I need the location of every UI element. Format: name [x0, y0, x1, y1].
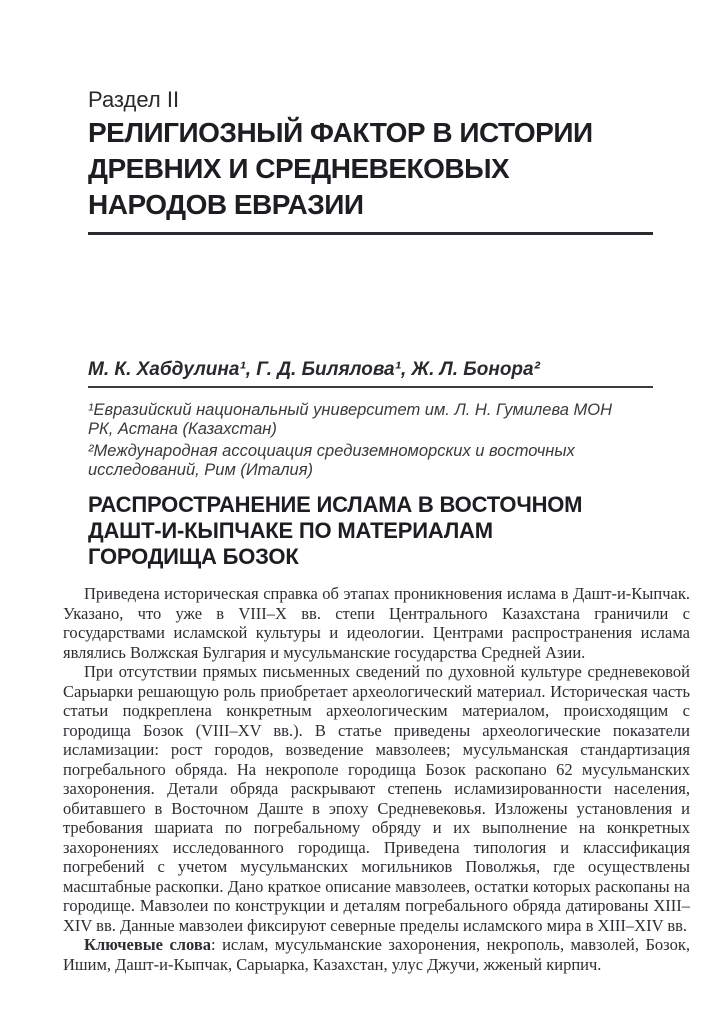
- abstract-paragraph-1: Приведена историческая справка об этапах проникновения ислама в Дашт-и-Кыпчак. Указано, что уже в VIII–X вв. степи Центрального Казахстана граничили с государствами исламской культуры и идеологии. Центрами распространения ислама являлись Волжская Булгария и мусульманские государства Средней Азии.: [63, 584, 690, 662]
- keywords-label: Ключевые слова: [84, 935, 212, 954]
- keywords-line: [63, 935, 690, 974]
- section-label: Раздел II: [88, 87, 180, 112]
- authors-line: М. К. Хабдулина¹, Г. Д. Билялова¹, Ж. Л. Бонора²: [88, 359, 653, 388]
- keywords-text: : ислам, мусульманские захоронения, некрополь, мавзолей, Бозок, Ишим, Дашт-и-Кыпчак, Сарыарка, Казахстан, улус Джучи, жженый кирпич.: [63, 935, 690, 974]
- article-head-block: [88, 359, 653, 570]
- affiliation-2: ²Международная ассоциация средиземноморских и восточных исследований, Рим (Италия): [88, 442, 575, 479]
- section-divider-rule: [88, 232, 653, 235]
- abstract-paragraph-2: При отсутствии прямых письменных сведений по духовной культуре средневековой Сарыарки решающую роль приобретает археологический материал. Историческая часть статьи подкреплена конкретным археологическим материалом, происходящим с городища Бозок (VIII–XV вв.). В статье приведены археологические показатели исламизации: рост городов, возведение мавзолеев; мусульманская стандартизация погребального обряда. На некрополе городища Бозок раскопано 62 мусульманских захоронения. Детали обряда раскрывают степень исламизированности населения, обитавшего в Восточном Даште в эпоху Средневековья. Изложены установления и требования шариата по погребальному обряду и их выполнение на конкретных захоронениях исследованного городища. Приведена типология и классификация погребений с учетом мусульманских могильников Поволжья, где осуществлены масштабные раскопки. Дано краткое описание мавзолеев, остатки которых раскопаны на городище. Мавзолеи по конструкции и деталям погребального обряда датированы XIII–XIV вв. Данные мавзолеи фиксируют северные пределы исламского мира в XIII–XIV вв.: [63, 662, 690, 935]
- section-heading-block: [88, 88, 653, 235]
- article-title: РАСПРОСТРАНЕНИЕ ИСЛАМА В ВОСТОЧНОМ ДАШТ-И-КЫПЧАКЕ ПО МАТЕРИАЛАМ ГОРОДИЩА БОЗОК: [88, 492, 583, 569]
- affiliations-block: [88, 401, 653, 480]
- section-title: РЕЛИГИОЗНЫЙ ФАКТОР В ИСТОРИИ ДРЕВНИХ И СРЕДНЕВЕКОВЫХ НАРОДОВ ЕВРАЗИИ: [88, 117, 593, 220]
- affiliation-1: ¹Евразийский национальный университет им. Л. Н. Гумилева МОН РК, Астана (Казахстан): [88, 401, 612, 438]
- abstract-block: [63, 584, 690, 974]
